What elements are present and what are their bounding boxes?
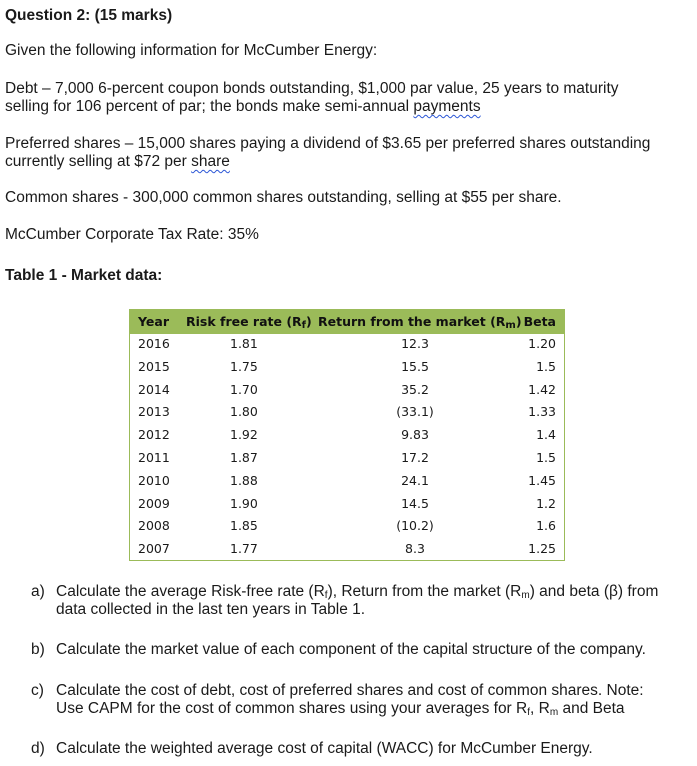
cell-beta: 1.2 bbox=[536, 495, 556, 511]
cell-year: 2007 bbox=[138, 541, 170, 557]
question-c-letter: c) bbox=[31, 682, 44, 699]
table-row bbox=[130, 383, 564, 399]
question-a-text-1: Calculate the average Risk-free rate (R bbox=[56, 583, 325, 600]
question-c-sub-f: f bbox=[527, 707, 531, 718]
cell-year: 2009 bbox=[138, 495, 170, 511]
spellcheck-word: share bbox=[191, 153, 230, 170]
table-row bbox=[130, 360, 564, 376]
question-d-letter: d) bbox=[31, 740, 45, 757]
question-a-text-2: ), Return from the market (R bbox=[327, 583, 522, 600]
cell-risk-free: 1.92 bbox=[230, 427, 258, 443]
header-year: Year bbox=[138, 314, 169, 329]
cell-risk-free: 1.85 bbox=[230, 518, 258, 534]
cell-risk-free: 1.70 bbox=[230, 381, 258, 397]
cell-market-return: 8.3 bbox=[405, 541, 425, 557]
common-shares-text: Common shares - 300,000 common shares outstanding, selling at $55 per share. bbox=[5, 189, 562, 206]
cell-risk-free: 1.88 bbox=[230, 472, 258, 488]
cell-beta: 1.5 bbox=[536, 450, 556, 465]
question-a-sub-f: f bbox=[324, 590, 328, 601]
question-c-text-2: , R bbox=[530, 700, 550, 717]
cell-beta: 1.4 bbox=[536, 427, 556, 443]
header-market-return-text: Return from the market (R bbox=[318, 314, 506, 329]
spellcheck-word: payments bbox=[413, 98, 481, 115]
cell-beta: 1.6 bbox=[536, 518, 556, 534]
question-b-letter: b) bbox=[31, 641, 45, 658]
cell-beta: 1.20 bbox=[528, 336, 556, 351]
cell-risk-free: 1.81 bbox=[230, 336, 258, 351]
cell-year: 2015 bbox=[138, 358, 170, 374]
cell-year: 2011 bbox=[138, 450, 170, 465]
preferred-line-2 bbox=[5, 153, 230, 171]
cell-market-return: 9.83 bbox=[401, 427, 429, 443]
question-c-line-1: Calculate the cost of debt, cost of preferred shares and cost of common shares. Note: bbox=[56, 682, 644, 699]
debt-line-2-text: selling for 106 percent of par; the bonds make semi-annual bbox=[5, 98, 414, 115]
question-a-sub-m: m bbox=[521, 590, 530, 601]
question-c-line-2 bbox=[56, 700, 625, 722]
table-row bbox=[130, 451, 564, 467]
cell-year: 2008 bbox=[138, 518, 170, 534]
header-market-return-sub: m bbox=[505, 320, 516, 331]
cell-beta: 1.45 bbox=[528, 472, 556, 488]
cell-market-return: 35.2 bbox=[401, 381, 429, 397]
cell-market-return: 24.1 bbox=[401, 472, 429, 488]
question-heading: Question 2: (15 marks) bbox=[5, 7, 173, 24]
tax-rate-text: McCumber Corporate Tax Rate: 35% bbox=[5, 226, 259, 243]
header-beta: Beta bbox=[523, 314, 556, 329]
preferred-line-1: Preferred shares – 15,000 shares paying a dividend of $3.65 per preferred shares outstanding bbox=[5, 135, 651, 152]
cell-beta: 1.33 bbox=[528, 404, 556, 420]
table-row bbox=[130, 519, 564, 535]
cell-market-return: (33.1) bbox=[396, 404, 434, 420]
cell-year: 2012 bbox=[138, 427, 170, 443]
question-c-text-1: Use CAPM for the cost of common shares using your averages for R bbox=[56, 700, 528, 717]
cell-market-return: (10.2) bbox=[396, 518, 434, 534]
cell-year: 2014 bbox=[138, 381, 170, 397]
header-risk-free-sub: f bbox=[301, 320, 307, 331]
cell-beta: 1.5 bbox=[536, 358, 556, 374]
market-data-table bbox=[129, 309, 565, 561]
cell-market-return: 14.5 bbox=[401, 495, 429, 511]
table-header-row bbox=[130, 310, 564, 334]
cell-risk-free: 1.87 bbox=[230, 450, 258, 465]
header-risk-free bbox=[186, 315, 312, 333]
question-c-text-3: and Beta bbox=[558, 700, 625, 717]
header-risk-free-close: ) bbox=[306, 314, 312, 329]
question-b-line-1: Calculate the market value of each component of the capital structure of the company. bbox=[56, 641, 646, 658]
table-row bbox=[130, 428, 564, 444]
table-title: Table 1 - Market data: bbox=[5, 267, 163, 284]
question-d-line-1: Calculate the weighted average cost of capital (WACC) for McCumber Energy. bbox=[56, 740, 593, 757]
table-row bbox=[130, 474, 564, 490]
debt-line-1: Debt – 7,000 6-percent coupon bonds outstanding, $1,000 par value, 25 years to maturity bbox=[5, 80, 619, 97]
question-a-text-3: ) and beta (β) from bbox=[529, 583, 659, 600]
cell-risk-free: 1.90 bbox=[230, 495, 258, 511]
cell-year: 2010 bbox=[138, 472, 170, 488]
cell-beta: 1.25 bbox=[528, 541, 556, 557]
header-market-return-close: ) bbox=[515, 314, 522, 329]
cell-risk-free: 1.77 bbox=[230, 541, 258, 557]
table-row bbox=[130, 337, 564, 353]
cell-market-return: 15.5 bbox=[401, 358, 429, 374]
header-risk-free-text: Risk free rate (R bbox=[186, 314, 302, 329]
question-a-line-2: data collected in the last ten years in Table 1. bbox=[56, 601, 366, 618]
table-row bbox=[130, 405, 564, 421]
cell-risk-free: 1.80 bbox=[230, 404, 258, 420]
cell-risk-free: 1.75 bbox=[230, 358, 258, 374]
preferred-line-2-text: currently selling at $72 per bbox=[5, 153, 192, 170]
cell-beta: 1.42 bbox=[528, 381, 556, 397]
intro-text: Given the following information for McCumber Energy: bbox=[5, 42, 378, 59]
table-row bbox=[130, 497, 564, 513]
question-a-letter: a) bbox=[31, 583, 45, 600]
cell-year: 2016 bbox=[138, 336, 170, 351]
question-c-sub-m: m bbox=[549, 707, 559, 718]
header-market-return bbox=[318, 315, 522, 333]
cell-year: 2013 bbox=[138, 404, 170, 420]
table-row bbox=[130, 542, 564, 558]
debt-line-2 bbox=[5, 98, 481, 116]
cell-market-return: 17.2 bbox=[401, 450, 429, 465]
cell-market-return: 12.3 bbox=[401, 336, 429, 351]
